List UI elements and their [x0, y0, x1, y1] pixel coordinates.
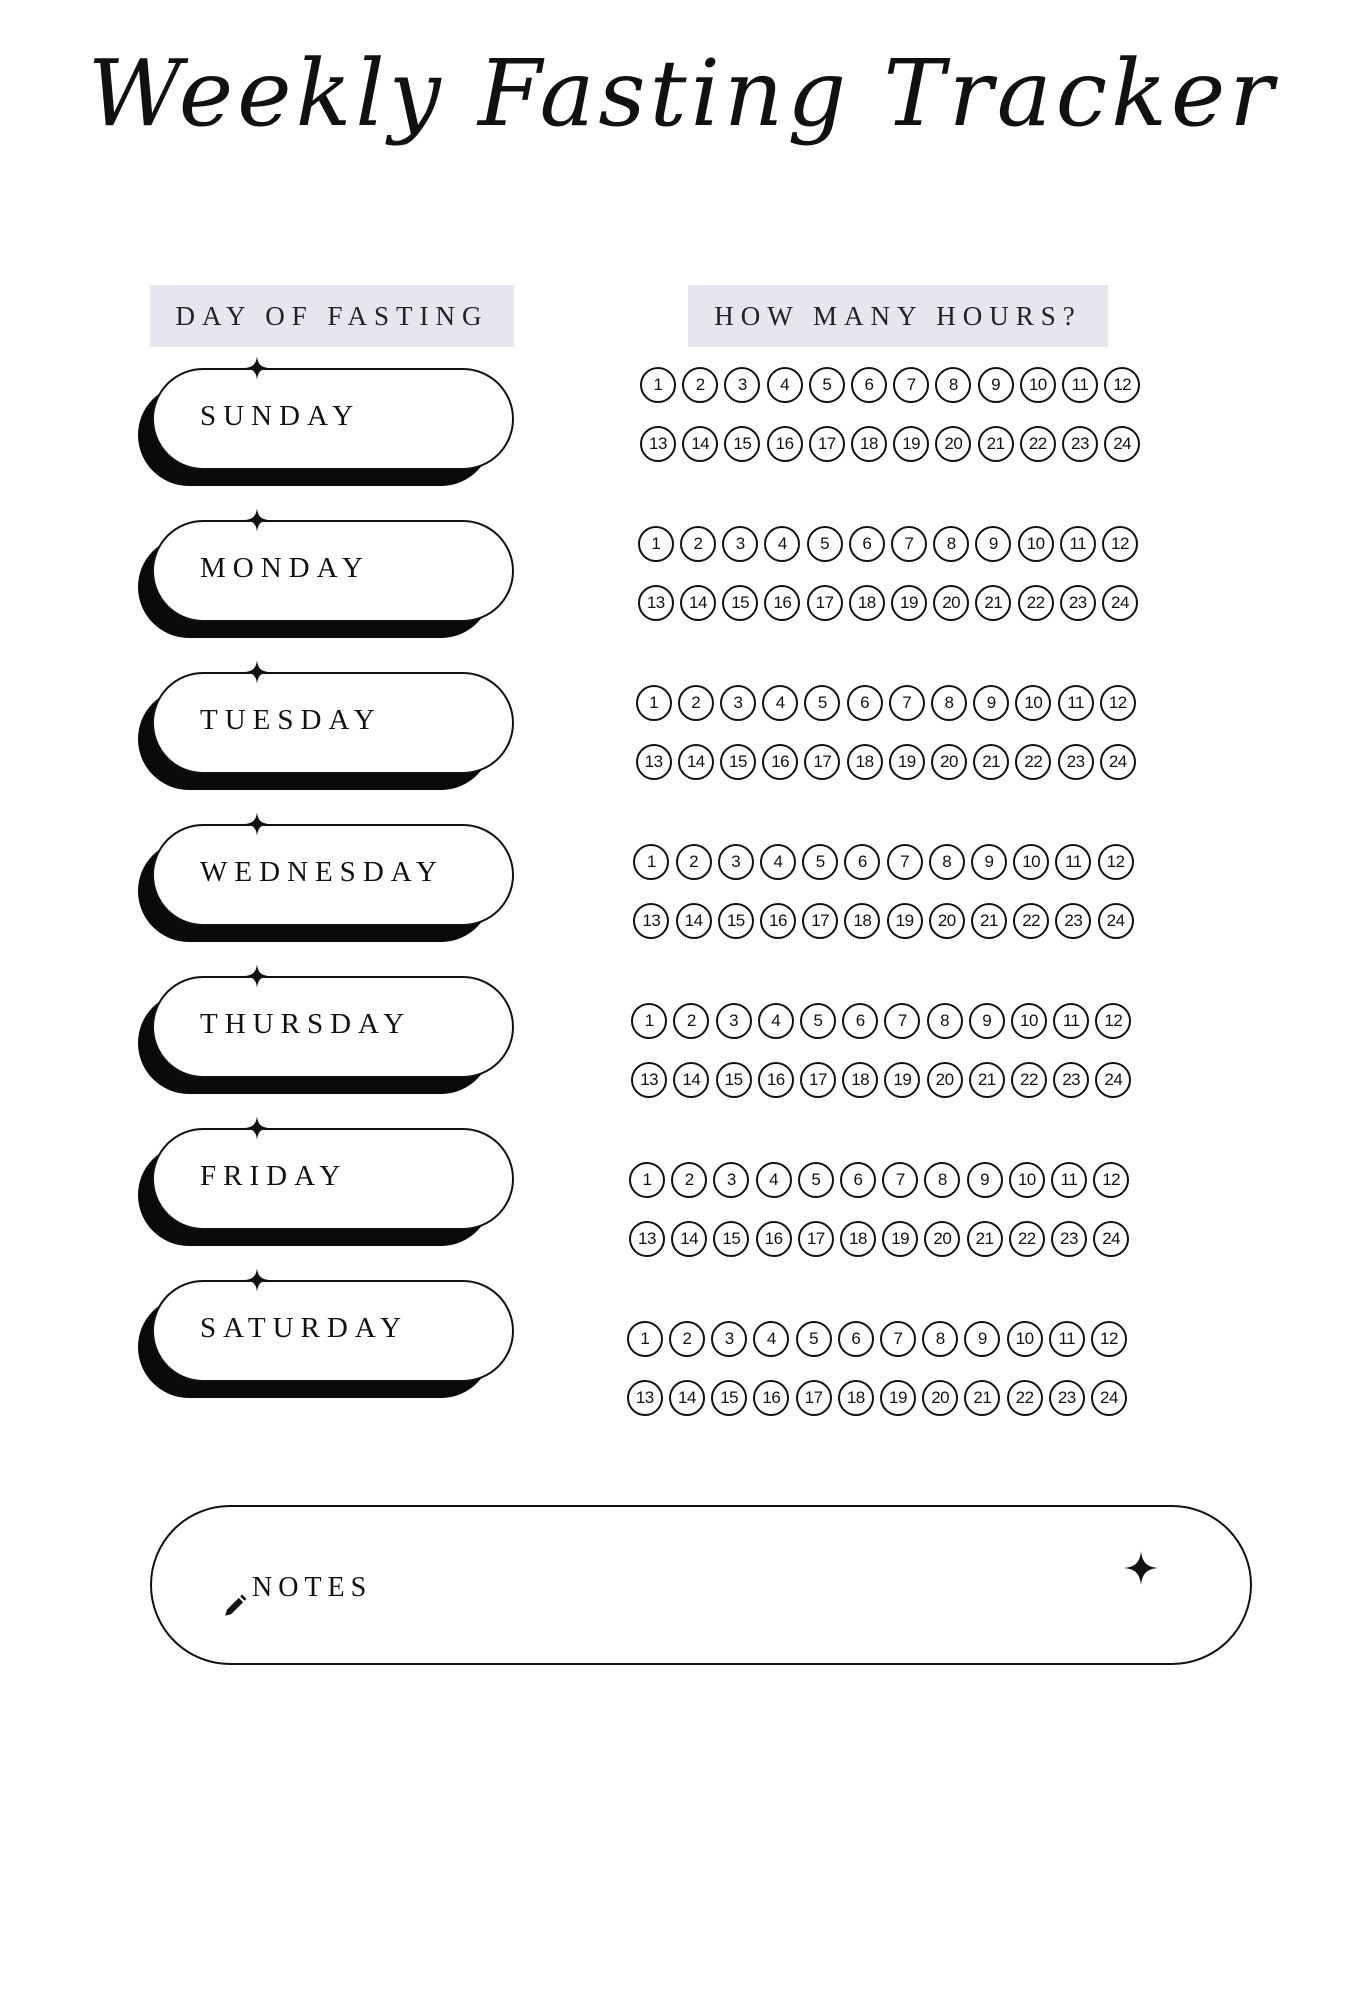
- hour-circle[interactable]: 20: [935, 426, 971, 462]
- hour-circle[interactable]: 10: [1013, 844, 1049, 880]
- page-title: Weekly Fasting Tracker: [87, 40, 1278, 147]
- hour-circle[interactable]: 13: [629, 1221, 665, 1257]
- hour-circle[interactable]: 7: [891, 526, 927, 562]
- hour-circle[interactable]: 2: [673, 1003, 709, 1039]
- hour-circle[interactable]: 13: [640, 426, 676, 462]
- hour-circle[interactable]: 4: [758, 1003, 794, 1039]
- hour-circle[interactable]: 11: [1055, 844, 1091, 880]
- hour-circle[interactable]: 21: [971, 903, 1007, 939]
- hour-circle[interactable]: 17: [804, 744, 840, 780]
- hour-circle[interactable]: 24: [1102, 585, 1138, 621]
- hour-circle[interactable]: 21: [975, 585, 1011, 621]
- hour-circle[interactable]: 9: [971, 844, 1007, 880]
- hour-circle[interactable]: 7: [889, 685, 925, 721]
- hour-circle[interactable]: 20: [922, 1380, 958, 1416]
- sparkle-icon: [245, 508, 269, 532]
- hour-circle[interactable]: 8: [927, 1003, 963, 1039]
- how-many-hours-header: HOW MANY HOURS?: [688, 285, 1108, 347]
- hour-circle[interactable]: 4: [760, 844, 796, 880]
- day-label: TUESDAY: [200, 704, 382, 736]
- day-pill[interactable]: [152, 976, 514, 1078]
- hour-circle[interactable]: 18: [844, 903, 880, 939]
- hour-circle[interactable]: 3: [720, 685, 756, 721]
- hour-circle[interactable]: 21: [969, 1062, 1005, 1098]
- hour-circle[interactable]: 6: [844, 844, 880, 880]
- hour-circle[interactable]: 16: [764, 585, 800, 621]
- sparkle-icon: [245, 812, 269, 836]
- hour-circle[interactable]: 6: [840, 1162, 876, 1198]
- hour-circle[interactable]: 12: [1093, 1162, 1129, 1198]
- hour-circle[interactable]: 5: [800, 1003, 836, 1039]
- hour-circle[interactable]: 3: [722, 526, 758, 562]
- hour-circle[interactable]: 9: [973, 685, 1009, 721]
- hour-circle[interactable]: 2: [676, 844, 712, 880]
- sparkle-icon: [245, 660, 269, 684]
- hour-circle[interactable]: 11: [1051, 1162, 1087, 1198]
- hour-circle[interactable]: 2: [682, 367, 718, 403]
- hour-circle[interactable]: 1: [627, 1321, 663, 1357]
- day-of-fasting-header: DAY OF FASTING: [150, 285, 514, 347]
- hour-circle[interactable]: 17: [809, 426, 845, 462]
- hour-circle[interactable]: 11: [1060, 526, 1096, 562]
- hour-circle[interactable]: 15: [713, 1221, 749, 1257]
- day-row-saturday: [138, 1280, 518, 1405]
- hour-circle[interactable]: 22: [1020, 426, 1056, 462]
- hour-circle[interactable]: 8: [924, 1162, 960, 1198]
- hour-circle[interactable]: 3: [718, 844, 754, 880]
- hour-circle[interactable]: 21: [973, 744, 1009, 780]
- day-pill[interactable]: [152, 368, 514, 470]
- hours-grid-monday: [638, 526, 1158, 636]
- hour-circle[interactable]: 19: [889, 744, 925, 780]
- hour-circle[interactable]: 16: [753, 1380, 789, 1416]
- hour-circle[interactable]: 13: [627, 1380, 663, 1416]
- hour-circle[interactable]: 24: [1093, 1221, 1129, 1257]
- hour-circle[interactable]: 13: [633, 903, 669, 939]
- day-label: FRIDAY: [200, 1160, 348, 1192]
- day-pill[interactable]: [152, 1280, 514, 1382]
- hour-circle[interactable]: 12: [1100, 685, 1136, 721]
- hour-circle[interactable]: 5: [796, 1321, 832, 1357]
- hour-circle[interactable]: 23: [1058, 744, 1094, 780]
- hour-circle[interactable]: 11: [1062, 367, 1098, 403]
- hour-circle[interactable]: 15: [711, 1380, 747, 1416]
- hour-circle[interactable]: 19: [891, 585, 927, 621]
- hour-circle[interactable]: 23: [1062, 426, 1098, 462]
- hour-circle[interactable]: 1: [631, 1003, 667, 1039]
- hour-circle[interactable]: 15: [718, 903, 754, 939]
- hour-circle[interactable]: 23: [1055, 903, 1091, 939]
- sparkle-icon: [245, 1116, 269, 1140]
- hour-circle[interactable]: 9: [975, 526, 1011, 562]
- hour-circle[interactable]: 17: [802, 903, 838, 939]
- hour-circle[interactable]: 17: [796, 1380, 832, 1416]
- sparkle-icon: [245, 1268, 269, 1292]
- hour-circle[interactable]: 17: [800, 1062, 836, 1098]
- hour-circle[interactable]: 4: [756, 1162, 792, 1198]
- hours-grid-saturday: [627, 1321, 1147, 1431]
- hour-circle[interactable]: 19: [893, 426, 929, 462]
- notes-box[interactable]: [150, 1505, 1252, 1665]
- hour-circle[interactable]: 10: [1020, 367, 1056, 403]
- hour-circle[interactable]: 8: [929, 844, 965, 880]
- hours-grid-wednesday: [633, 844, 1153, 954]
- hour-circle[interactable]: 14: [682, 426, 718, 462]
- hour-circle[interactable]: 24: [1095, 1062, 1131, 1098]
- hour-circle[interactable]: 3: [716, 1003, 752, 1039]
- hour-circle[interactable]: 22: [1009, 1221, 1045, 1257]
- day-row-monday: [138, 520, 518, 645]
- day-row-friday: [138, 1128, 518, 1253]
- hour-circle[interactable]: 7: [887, 844, 923, 880]
- day-label: MONDAY: [200, 552, 370, 584]
- hour-circle[interactable]: 7: [884, 1003, 920, 1039]
- hour-circle[interactable]: 1: [633, 844, 669, 880]
- day-label: THURSDAY: [200, 1008, 412, 1040]
- hour-circle[interactable]: 5: [807, 526, 843, 562]
- hour-circle[interactable]: 7: [880, 1321, 916, 1357]
- hour-circle[interactable]: 14: [676, 903, 712, 939]
- hour-circle[interactable]: 5: [804, 685, 840, 721]
- hour-circle[interactable]: 3: [711, 1321, 747, 1357]
- hour-circle[interactable]: 16: [758, 1062, 794, 1098]
- hour-circle[interactable]: 2: [669, 1321, 705, 1357]
- hour-circle[interactable]: 10: [1015, 685, 1051, 721]
- hour-circle[interactable]: 4: [764, 526, 800, 562]
- hour-circle[interactable]: 17: [807, 585, 843, 621]
- hour-circle[interactable]: 7: [882, 1162, 918, 1198]
- hour-circle[interactable]: 10: [1018, 526, 1054, 562]
- hours-grid-tuesday: [636, 685, 1156, 795]
- hour-circle[interactable]: 6: [849, 526, 885, 562]
- hour-circle[interactable]: 1: [640, 367, 676, 403]
- hour-circle[interactable]: 19: [882, 1221, 918, 1257]
- hour-circle[interactable]: 12: [1102, 526, 1138, 562]
- hour-circle[interactable]: 14: [669, 1380, 705, 1416]
- hour-circle[interactable]: 20: [929, 903, 965, 939]
- hour-circle[interactable]: 1: [636, 685, 672, 721]
- hour-circle[interactable]: 16: [760, 903, 796, 939]
- hour-circle[interactable]: 4: [762, 685, 798, 721]
- hour-circle[interactable]: 11: [1058, 685, 1094, 721]
- hour-circle[interactable]: 14: [671, 1221, 707, 1257]
- hour-circle[interactable]: 21: [978, 426, 1014, 462]
- hour-circle[interactable]: 2: [671, 1162, 707, 1198]
- hour-circle[interactable]: 14: [673, 1062, 709, 1098]
- hour-circle[interactable]: 9: [978, 367, 1014, 403]
- hour-circle[interactable]: 14: [678, 744, 714, 780]
- hour-circle[interactable]: 16: [762, 744, 798, 780]
- hour-circle[interactable]: 16: [767, 426, 803, 462]
- hour-circle[interactable]: 13: [636, 744, 672, 780]
- hour-circle[interactable]: 13: [638, 585, 674, 621]
- hour-circle[interactable]: 23: [1049, 1380, 1085, 1416]
- hour-circle[interactable]: 23: [1060, 585, 1096, 621]
- hour-circle[interactable]: 8: [935, 367, 971, 403]
- day-label: SATURDAY: [200, 1312, 409, 1344]
- day-row-thursday: [138, 976, 518, 1101]
- hour-circle[interactable]: 15: [716, 1062, 752, 1098]
- hour-circle[interactable]: 20: [933, 585, 969, 621]
- hour-circle[interactable]: 11: [1053, 1003, 1089, 1039]
- day-pill[interactable]: [152, 1128, 514, 1230]
- hour-circle[interactable]: 11: [1049, 1321, 1085, 1357]
- hour-circle[interactable]: 10: [1009, 1162, 1045, 1198]
- hour-circle[interactable]: 19: [884, 1062, 920, 1098]
- hour-circle[interactable]: 6: [838, 1321, 874, 1357]
- hour-circle[interactable]: 22: [1013, 903, 1049, 939]
- hour-circle[interactable]: 22: [1007, 1380, 1043, 1416]
- hour-circle[interactable]: 18: [849, 585, 885, 621]
- hour-circle[interactable]: 7: [893, 367, 929, 403]
- hours-grid-sunday: [640, 367, 1160, 477]
- hour-circle[interactable]: 14: [680, 585, 716, 621]
- hour-circle[interactable]: 24: [1104, 426, 1140, 462]
- hours-grid-friday: [629, 1162, 1149, 1272]
- hour-circle[interactable]: 18: [838, 1380, 874, 1416]
- hour-circle[interactable]: 20: [924, 1221, 960, 1257]
- day-pill[interactable]: [152, 520, 514, 622]
- hour-circle[interactable]: 1: [638, 526, 674, 562]
- hour-circle[interactable]: 8: [931, 685, 967, 721]
- hour-circle[interactable]: 12: [1098, 844, 1134, 880]
- hour-circle[interactable]: 2: [680, 526, 716, 562]
- notes-label: NOTES: [252, 1572, 373, 1603]
- sparkle-icon: [245, 356, 269, 380]
- hour-circle[interactable]: 19: [880, 1380, 916, 1416]
- hour-circle[interactable]: 21: [964, 1380, 1000, 1416]
- hour-circle[interactable]: 24: [1091, 1380, 1127, 1416]
- day-label: WEDNESDAY: [200, 856, 444, 888]
- hour-circle[interactable]: 5: [802, 844, 838, 880]
- hour-circle[interactable]: 22: [1015, 744, 1051, 780]
- hour-circle[interactable]: 19: [887, 903, 923, 939]
- hour-circle[interactable]: 9: [964, 1321, 1000, 1357]
- day-pill[interactable]: [152, 672, 514, 774]
- hour-circle[interactable]: 18: [851, 426, 887, 462]
- hour-circle[interactable]: 3: [724, 367, 760, 403]
- sparkle-icon: [1124, 1551, 1158, 1585]
- hour-circle[interactable]: 12: [1104, 367, 1140, 403]
- hour-circle[interactable]: 15: [720, 744, 756, 780]
- hour-circle[interactable]: 22: [1011, 1062, 1047, 1098]
- hour-circle[interactable]: 8: [933, 526, 969, 562]
- hour-circle[interactable]: 5: [809, 367, 845, 403]
- hour-circle[interactable]: 24: [1098, 903, 1134, 939]
- hour-circle[interactable]: 9: [967, 1162, 1003, 1198]
- hour-circle[interactable]: 6: [842, 1003, 878, 1039]
- hour-circle[interactable]: 16: [756, 1221, 792, 1257]
- hour-circle[interactable]: 5: [798, 1162, 834, 1198]
- hour-circle[interactable]: 15: [724, 426, 760, 462]
- hour-circle[interactable]: 20: [931, 744, 967, 780]
- hour-circle[interactable]: 8: [922, 1321, 958, 1357]
- hour-circle[interactable]: 4: [753, 1321, 789, 1357]
- hour-circle[interactable]: 23: [1051, 1221, 1087, 1257]
- day-row-tuesday: [138, 672, 518, 797]
- hour-circle[interactable]: 21: [967, 1221, 1003, 1257]
- hour-circle[interactable]: 24: [1100, 744, 1136, 780]
- hour-circle[interactable]: 10: [1007, 1321, 1043, 1357]
- hour-circle[interactable]: 23: [1053, 1062, 1089, 1098]
- hour-circle[interactable]: 12: [1091, 1321, 1127, 1357]
- hour-circle[interactable]: 4: [767, 367, 803, 403]
- hour-circle[interactable]: 13: [631, 1062, 667, 1098]
- hour-circle[interactable]: 18: [847, 744, 883, 780]
- day-row-wednesday: [138, 824, 518, 949]
- hour-circle[interactable]: 17: [798, 1221, 834, 1257]
- hour-circle[interactable]: 6: [847, 685, 883, 721]
- hour-circle[interactable]: 9: [969, 1003, 1005, 1039]
- hour-circle[interactable]: 6: [851, 367, 887, 403]
- day-pill[interactable]: [152, 824, 514, 926]
- day-label: SUNDAY: [200, 400, 361, 432]
- day-row-sunday: [138, 368, 518, 493]
- hours-grid-thursday: [631, 1003, 1151, 1113]
- hour-circle[interactable]: 12: [1095, 1003, 1131, 1039]
- hour-circle[interactable]: 15: [722, 585, 758, 621]
- pencil-icon: [222, 1593, 248, 1619]
- hour-circle[interactable]: 10: [1011, 1003, 1047, 1039]
- hour-circle[interactable]: 1: [629, 1162, 665, 1198]
- hour-circle[interactable]: 18: [842, 1062, 878, 1098]
- hour-circle[interactable]: 2: [678, 685, 714, 721]
- hour-circle[interactable]: 22: [1018, 585, 1054, 621]
- hour-circle[interactable]: 20: [927, 1062, 963, 1098]
- hour-circle[interactable]: 18: [840, 1221, 876, 1257]
- sparkle-icon: [245, 964, 269, 988]
- hour-circle[interactable]: 3: [713, 1162, 749, 1198]
